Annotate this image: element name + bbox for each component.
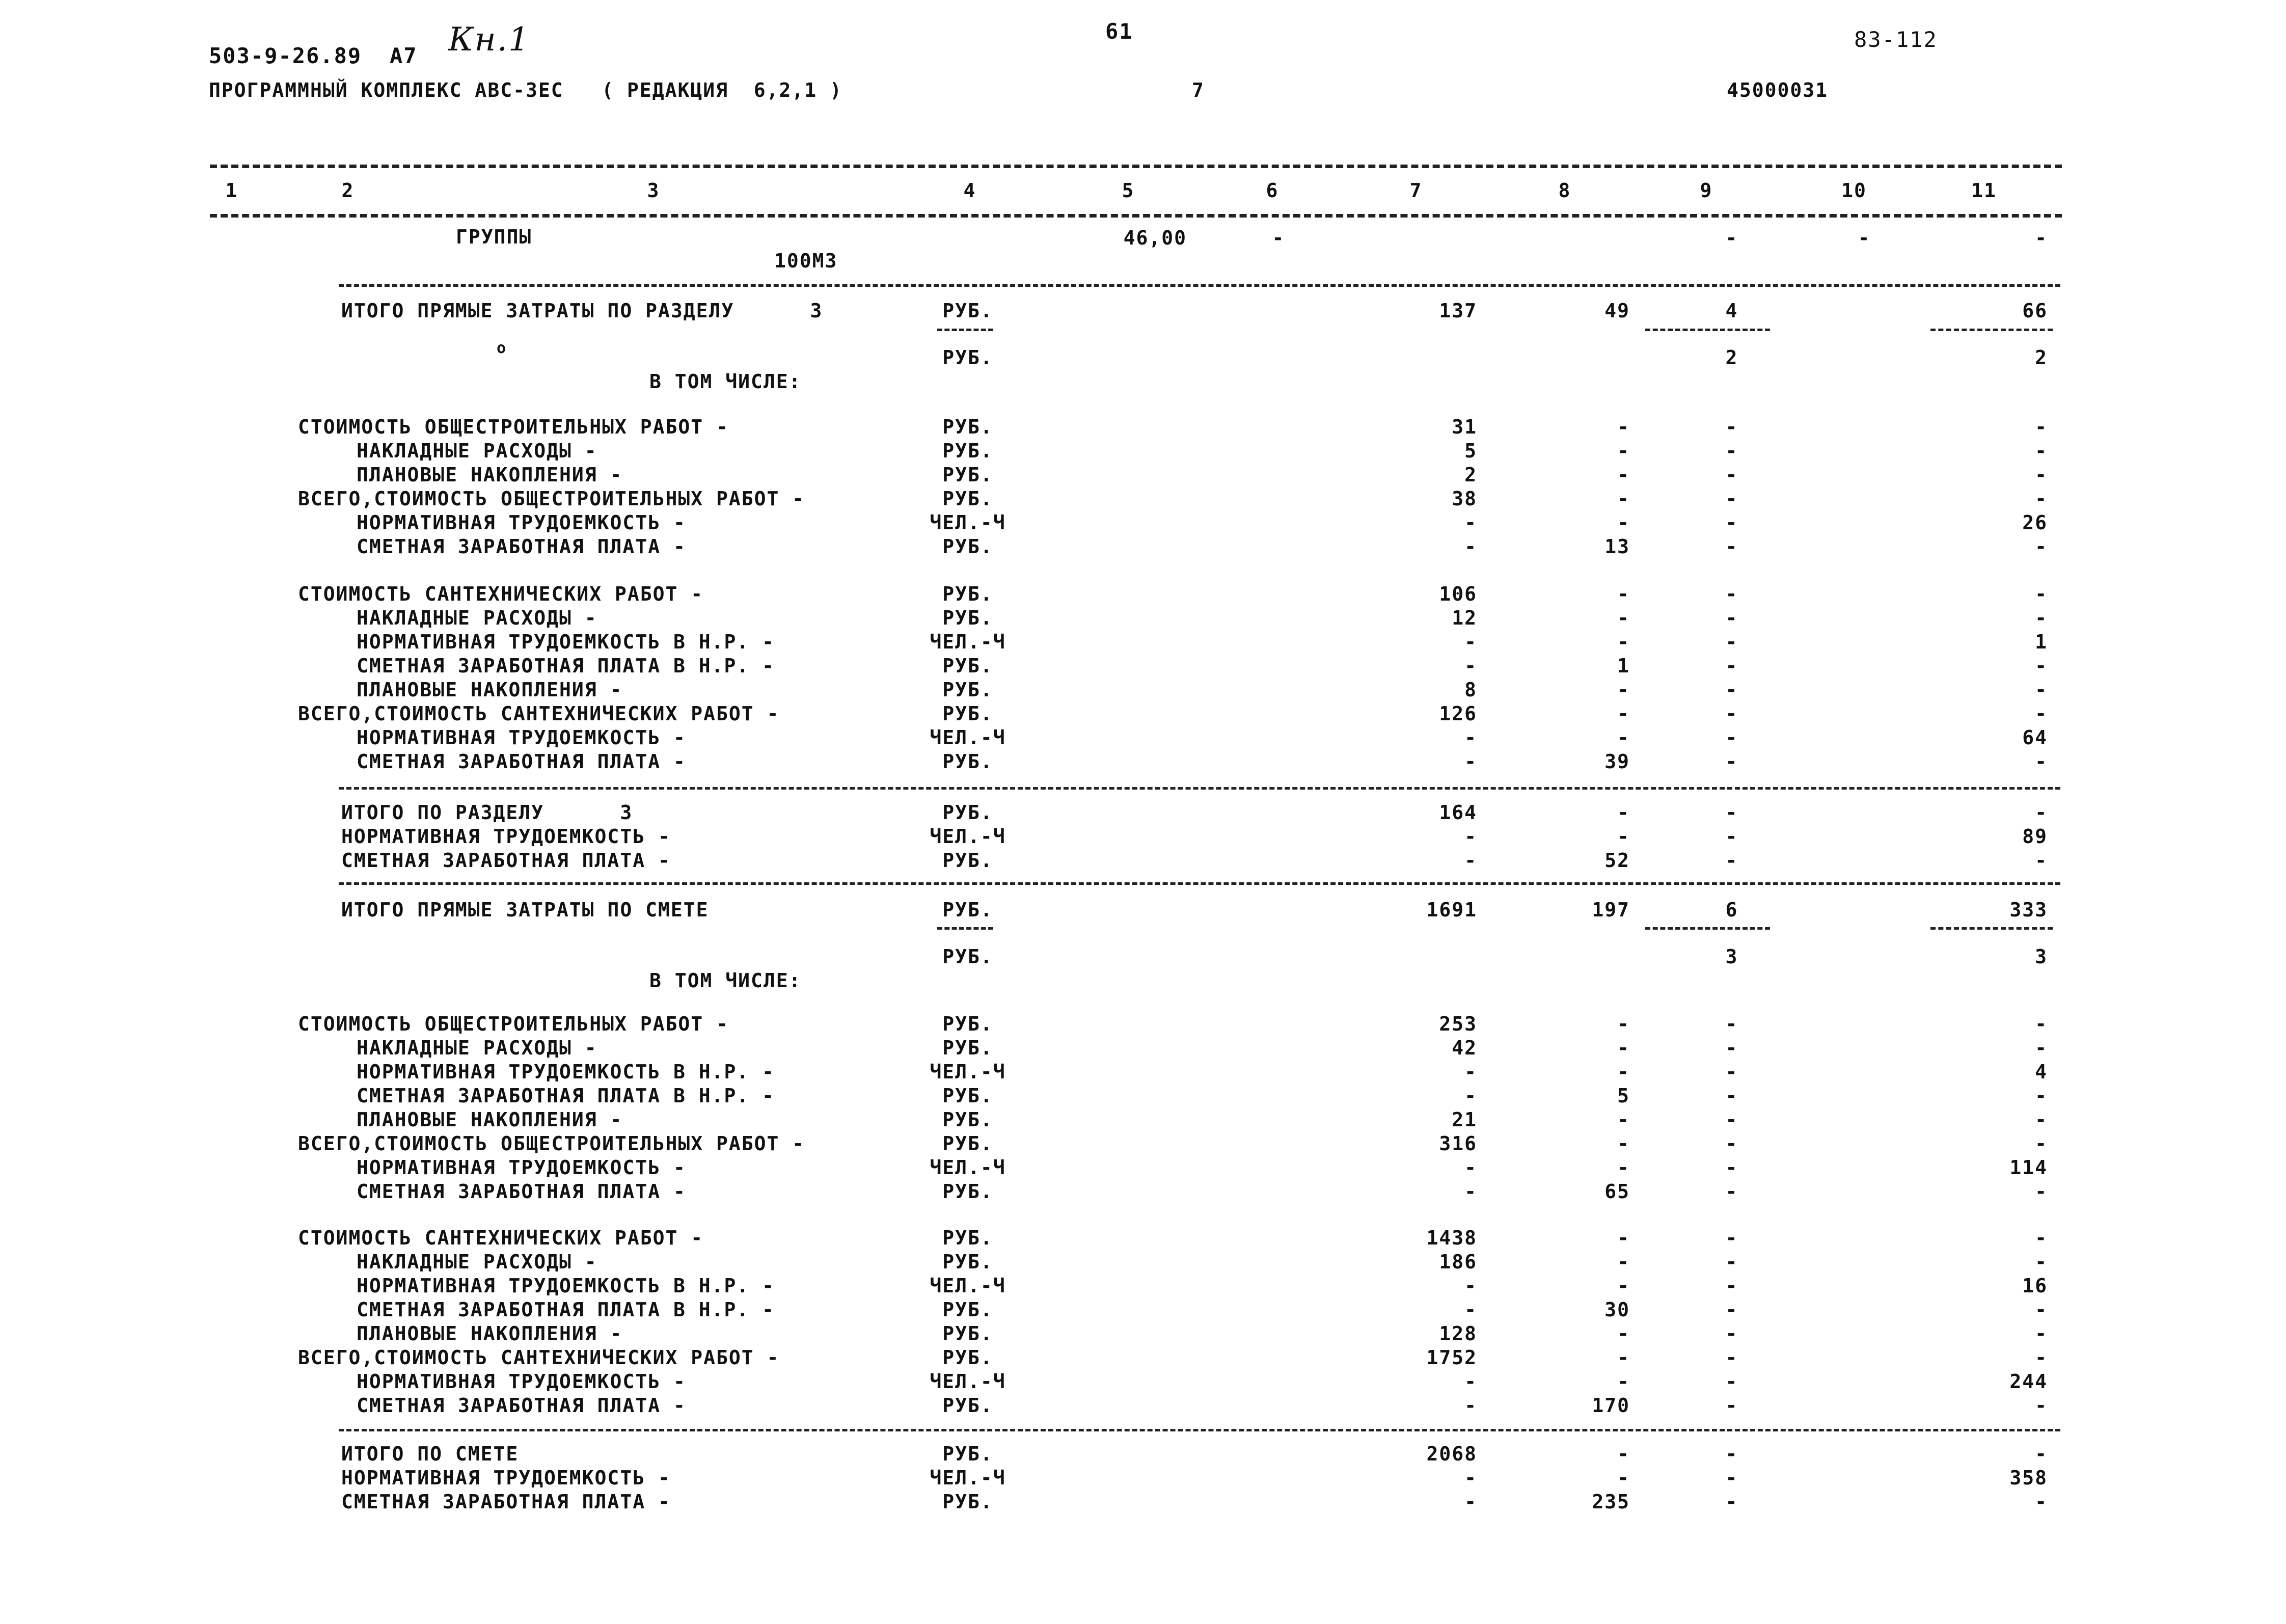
cell-col7: - — [1464, 1394, 1477, 1417]
cell-col8: - — [1617, 1275, 1630, 1297]
cell-col9: - — [1725, 1322, 1738, 1345]
column-header-2: 2 — [341, 179, 355, 202]
column-header-10: 10 — [1841, 179, 1867, 202]
separator — [339, 882, 2060, 885]
cell-col9: - — [1725, 1443, 1738, 1465]
separator — [937, 927, 993, 930]
cell-col8: - — [1617, 488, 1630, 510]
row-label: ИТОГО ПО РАЗДЕЛУ 3 — [341, 801, 633, 824]
cell-col7: - — [1464, 1370, 1477, 1393]
cell-col9: - — [1725, 801, 1738, 824]
cell-col11: - — [2035, 1346, 2048, 1369]
cell-col9: - — [1725, 440, 1738, 462]
row-unit: ЧЕЛ.-Ч — [930, 1061, 1006, 1083]
cell-col7: - — [1464, 849, 1477, 872]
cell-col8: - — [1617, 1370, 1630, 1393]
column-header-5: 5 — [1122, 179, 1135, 202]
row-label: НОРМАТИВНАЯ ТРУДОЕМКОСТЬ - — [341, 1467, 671, 1489]
row-unit: РУБ. — [942, 535, 993, 558]
row-label: НОРМАТИВНАЯ ТРУДОЕМКОСТЬ - — [357, 1370, 686, 1393]
row-unit: РУБ. — [942, 1298, 993, 1321]
cell-col7: - — [1464, 1275, 1477, 1297]
document-ref: 83-112 — [1854, 27, 1938, 52]
row-unit: РУБ. — [942, 679, 993, 701]
cell-col7: 186 — [1439, 1251, 1477, 1273]
cell-col11: - — [2035, 849, 2048, 872]
cell-col8: - — [1617, 702, 1630, 725]
cell-col8: - — [1617, 440, 1630, 462]
cell-col8: - — [1617, 1443, 1630, 1465]
cell-col8: - — [1617, 511, 1630, 534]
cell-col11: 358 — [2009, 1467, 2048, 1489]
cell-col8: - — [1617, 1322, 1630, 1345]
cell-col8: 235 — [1592, 1491, 1630, 1513]
row-label: НАКЛАДНЫЕ РАСХОДЫ - — [357, 1251, 597, 1273]
cell-col7: - — [1464, 750, 1477, 773]
cell-col7: - — [1464, 1298, 1477, 1321]
cell-col7: 2068 — [1426, 1443, 1477, 1465]
cell-col7: - — [1464, 726, 1477, 749]
row-unit: РУБ. — [942, 300, 993, 322]
row-label: ПЛАНОВЫЕ НАКОПЛЕНИЯ - — [357, 464, 623, 486]
cell-col8: 49 — [1604, 300, 1630, 322]
cell-col7: 8 — [1464, 679, 1477, 701]
cell-col7: - — [1464, 1156, 1477, 1179]
cell-col8: 52 — [1604, 849, 1630, 872]
cell-col7: 316 — [1439, 1132, 1477, 1155]
cell-col7: 5 — [1464, 440, 1477, 462]
row-unit: РУБ. — [942, 945, 993, 968]
cell-col9: 2 — [1725, 346, 1738, 369]
cell-col9: - — [1725, 825, 1738, 848]
row-unit: РУБ. — [942, 655, 993, 677]
row-label: СМЕТНАЯ ЗАРАБОТНАЯ ПЛАТА - — [357, 750, 686, 773]
row-label: НАКЛАДНЫЕ РАСХОДЫ - — [357, 1037, 597, 1059]
row-unit: ЧЕЛ.-Ч — [930, 1370, 1006, 1393]
row-unit: ЧЕЛ.-Ч — [930, 825, 1006, 848]
separator — [1645, 927, 1770, 930]
cell-col11: - — [2035, 607, 2048, 629]
cell-col8: - — [1617, 631, 1630, 653]
row-unit: РУБ. — [942, 464, 993, 486]
cell-col9: - — [1725, 750, 1738, 773]
cell-col7: - — [1464, 655, 1477, 677]
cell-col7: - — [1464, 1491, 1477, 1513]
cell-col9: - — [1725, 1085, 1738, 1107]
row-label: ПЛАНОВЫЕ НАКОПЛЕНИЯ - — [357, 1108, 623, 1131]
row-label: ВСЕГО,СТОИМОСТЬ САНТЕХНИЧЕСКИХ РАБОТ - — [298, 702, 780, 725]
cell-col8: 30 — [1604, 1298, 1630, 1321]
row-unit: РУБ. — [942, 1227, 993, 1249]
cell-col9: 3 — [1725, 945, 1738, 968]
cell-col11: - — [2035, 1180, 2048, 1203]
row-unit: РУБ. — [942, 1037, 993, 1059]
table-header-rule — [210, 214, 2062, 218]
separator — [1930, 329, 2053, 331]
row-label: СТОИМОСТЬ САНТЕХНИЧЕСКИХ РАБОТ - — [298, 583, 704, 605]
cell-col9: - — [1725, 607, 1738, 629]
cell-col7: 31 — [1452, 416, 1477, 438]
program-page: 7 — [1192, 79, 1205, 101]
cell-col7: 253 — [1439, 1013, 1477, 1035]
row-label: СТОИМОСТЬ ОБЩЕСТРОИТЕЛЬНЫХ РАБОТ - — [298, 1013, 729, 1035]
cell-col7: 1438 — [1426, 1227, 1477, 1249]
cell-col7: 38 — [1452, 488, 1477, 510]
cell-col11: - — [2035, 1227, 2048, 1249]
cell-col9: - — [1725, 631, 1738, 653]
row-label: СМЕТНАЯ ЗАРАБОТНАЯ ПЛАТА - — [357, 535, 686, 558]
cell-col9: - — [1725, 511, 1738, 534]
cell-col8: - — [1617, 583, 1630, 605]
row-label: СМЕТНАЯ ЗАРАБОТНАЯ ПЛАТА - — [357, 1394, 686, 1417]
separator — [937, 329, 993, 331]
document-code: 503-9-26.89 — [209, 43, 362, 68]
cell-col11: 16 — [2022, 1275, 2048, 1297]
row-label: СМЕТНАЯ ЗАРАБОТНАЯ ПЛАТА В Н.Р. - — [357, 655, 775, 677]
column-header-9: 9 — [1700, 179, 1713, 202]
separator — [339, 284, 2060, 287]
group-label: ГРУППЫ — [456, 226, 532, 248]
cell-col11: 66 — [2022, 300, 2048, 322]
row-label: НАКЛАДНЫЕ РАСХОДЫ - — [357, 607, 597, 629]
cell-col8: - — [1617, 1108, 1630, 1131]
cell-col11: 1 — [2035, 631, 2048, 653]
cell-col8: - — [1617, 416, 1630, 438]
table-top-rule — [210, 165, 2062, 168]
cell-col7: 21 — [1452, 1108, 1477, 1131]
row-unit: ЧЕЛ.-Ч — [930, 1156, 1006, 1179]
row-label: НАКЛАДНЫЕ РАСХОДЫ - — [357, 440, 597, 462]
cell-col11: 114 — [2009, 1156, 2048, 1179]
row-unit: РУБ. — [942, 1013, 993, 1035]
program-title: ПРОГРАММНЫЙ КОМПЛЕКС АВС-ЗЕС ( РЕДАКЦИЯ 6,2,1 ) — [209, 79, 842, 101]
cell-col9: - — [1725, 535, 1738, 558]
row-label: СТОИМОСТЬ САНТЕХНИЧЕСКИХ РАБОТ - — [298, 1227, 704, 1249]
cell-col7: 164 — [1439, 801, 1477, 824]
cell-col9: - — [1725, 679, 1738, 701]
cell-col11: - — [2035, 1108, 2048, 1131]
row-label: СМЕТНАЯ ЗАРАБОТНАЯ ПЛАТА - — [357, 1180, 686, 1203]
cell-col9: - — [1725, 464, 1738, 486]
program-id: 45000031 — [1727, 79, 1829, 101]
cell-col9: - — [1725, 1394, 1738, 1417]
cell-col11: 64 — [2022, 726, 2048, 749]
cell-col8: - — [1617, 1467, 1630, 1489]
cell-col9: - — [1725, 1467, 1738, 1489]
cell-col11: - — [2035, 1443, 2048, 1465]
cell-col9: - — [1725, 726, 1738, 749]
row-unit: РУБ. — [942, 1346, 993, 1369]
cell-col8: - — [1617, 1037, 1630, 1059]
row-label: СТОИМОСТЬ ОБЩЕСТРОИТЕЛЬНЫХ РАБОТ - — [298, 416, 729, 438]
row-label: СМЕТНАЯ ЗАРАБОТНАЯ ПЛАТА - — [341, 1491, 671, 1513]
cell-col8: 1 — [1617, 655, 1630, 677]
cell-col7: 128 — [1439, 1322, 1477, 1345]
cell-col9: - — [1725, 849, 1738, 872]
cell-col8: 197 — [1592, 899, 1630, 921]
cell-col9: - — [1725, 1275, 1738, 1297]
cell-col11: - — [2035, 1085, 2048, 1107]
cell-col7: 126 — [1439, 702, 1477, 725]
cell-col9: - — [1725, 488, 1738, 510]
cell-col8: 170 — [1592, 1394, 1630, 1417]
row-unit: РУБ. — [942, 1132, 993, 1155]
group-unit: 100М3 — [774, 250, 838, 272]
cell-col8: - — [1617, 679, 1630, 701]
row-unit: РУБ. — [942, 607, 993, 629]
cell-col11: 26 — [2022, 511, 2048, 534]
row-label: НОРМАТИВНАЯ ТРУДОЕМКОСТЬ В Н.Р. - — [357, 1061, 775, 1083]
row-label: СМЕТНАЯ ЗАРАБОТНАЯ ПЛАТА - — [341, 849, 671, 872]
cell-col11: - — [2035, 801, 2048, 824]
cell-col7: - — [1464, 1061, 1477, 1083]
handwritten-book-note: Кн.1 — [448, 21, 530, 59]
cell-col7: - — [1464, 1085, 1477, 1107]
row-unit: ЧЕЛ.-Ч — [930, 726, 1006, 749]
row-unit: РУБ. — [942, 1085, 993, 1107]
column-header-11: 11 — [1971, 179, 1997, 202]
row-label: ВСЕГО,СТОИМОСТЬ САНТЕХНИЧЕСКИХ РАБОТ - — [298, 1346, 780, 1369]
row-unit: РУБ. — [942, 346, 993, 369]
cell-col7: 106 — [1439, 583, 1477, 605]
cell-col7: - — [1464, 511, 1477, 534]
row-label: НОРМАТИВНАЯ ТРУДОЕМКОСТЬ В Н.Р. - — [357, 1275, 775, 1297]
cell-col9: - — [1725, 1227, 1738, 1249]
row-unit: РУБ. — [942, 1491, 993, 1513]
cell-col9: - — [1725, 1156, 1738, 1179]
album-label: А7 — [390, 43, 418, 68]
cell-col11: - — [2035, 1251, 2048, 1273]
cell-col7: 42 — [1452, 1037, 1477, 1059]
cell-col11: - — [2035, 488, 2048, 510]
row-unit: РУБ. — [942, 583, 993, 605]
cell-col11: - — [2035, 679, 2048, 701]
cell-col9: 4 — [1725, 300, 1738, 322]
cell-col7: - — [1464, 825, 1477, 848]
column-header-1: 1 — [225, 179, 238, 202]
row-label: НОРМАТИВНАЯ ТРУДОЕМКОСТЬ - — [341, 825, 671, 848]
cell-col8: - — [1617, 801, 1630, 824]
row-label: НОРМАТИВНАЯ ТРУДОЕМКОСТЬ - — [357, 511, 686, 534]
cell-col11: - — [2035, 1037, 2048, 1059]
cell-col11: - — [2035, 702, 2048, 725]
cell-col11: - — [2035, 440, 2048, 462]
row-label: СМЕТНАЯ ЗАРАБОТНАЯ ПЛАТА В Н.Р. - — [357, 1085, 775, 1107]
cell-col9: - — [1725, 1251, 1738, 1273]
cell-col9: - — [1725, 1180, 1738, 1203]
cell-col8: 13 — [1604, 535, 1630, 558]
separator — [1645, 329, 1770, 331]
row-label: СМЕТНАЯ ЗАРАБОТНАЯ ПЛАТА В Н.Р. - — [357, 1298, 775, 1321]
cell-col9: - — [1725, 655, 1738, 677]
cell-col9: - — [1725, 1132, 1738, 1155]
cell-col11: - — [2035, 583, 2048, 605]
row-unit: РУБ. — [942, 1180, 993, 1203]
cell-col8: - — [1617, 1156, 1630, 1179]
column-header-7: 7 — [1409, 179, 1423, 202]
cell-col11: 244 — [2009, 1370, 2048, 1393]
group-col5: 46,00 — [1123, 227, 1187, 249]
cell-col8: - — [1617, 464, 1630, 486]
cell-col8: - — [1617, 1132, 1630, 1155]
cell-col7: 1691 — [1426, 899, 1477, 921]
row-unit: РУБ. — [942, 1108, 993, 1131]
separator — [339, 1429, 2060, 1431]
cell-col7: - — [1464, 535, 1477, 558]
cell-col8: 39 — [1604, 750, 1630, 773]
cell-col9: - — [1725, 1061, 1738, 1083]
cell-col9: - — [1725, 702, 1738, 725]
row-label: ИТОГО ПРЯМЫЕ ЗАТРАТЫ ПО СМЕТЕ — [341, 899, 709, 921]
cell-col11: - — [2035, 1132, 2048, 1155]
separator — [1930, 927, 2053, 930]
cell-col9: - — [1725, 1298, 1738, 1321]
row-unit: РУБ. — [942, 1443, 993, 1465]
cell-col11: 3 — [2035, 945, 2048, 968]
cell-col11: 4 — [2035, 1061, 2048, 1083]
cell-col8: - — [1617, 726, 1630, 749]
row-unit: РУБ. — [942, 849, 993, 872]
row-unit: РУБ. — [942, 1322, 993, 1345]
row-unit: ЧЕЛ.-Ч — [930, 631, 1006, 653]
group-col6: - — [1272, 227, 1285, 249]
cell-col11: - — [2035, 535, 2048, 558]
row-label: ВСЕГО,СТОИМОСТЬ ОБЩЕСТРОИТЕЛЬНЫХ РАБОТ - — [298, 488, 805, 510]
cell-col11: 2 — [2035, 346, 2048, 369]
stray-mark: о — [497, 339, 507, 357]
cell-col7: - — [1464, 1467, 1477, 1489]
row-unit: РУБ. — [942, 899, 993, 921]
row-label: ВСЕГО,СТОИМОСТЬ ОБЩЕСТРОИТЕЛЬНЫХ РАБОТ - — [298, 1132, 805, 1155]
cell-col11: - — [2035, 1322, 2048, 1345]
row-unit: РУБ. — [942, 440, 993, 462]
row-label: В ТОМ ЧИСЛЕ: — [649, 370, 802, 393]
cell-col11: - — [2035, 1491, 2048, 1513]
cell-col8: - — [1617, 1061, 1630, 1083]
cell-col8: 5 — [1617, 1085, 1630, 1107]
cell-col9: - — [1725, 1491, 1738, 1513]
row-unit: РУБ. — [942, 702, 993, 725]
column-header-8: 8 — [1558, 179, 1571, 202]
cell-col11: 89 — [2022, 825, 2048, 848]
cell-col11: - — [2035, 1298, 2048, 1321]
row-unit: РУБ. — [942, 801, 993, 824]
row-label: ИТОГО ПРЯМЫЕ ЗАТРАТЫ ПО РАЗДЕЛУ 3 — [341, 300, 823, 322]
cell-col9: - — [1725, 1108, 1738, 1131]
row-label: ИТОГО ПО СМЕТЕ — [341, 1443, 519, 1465]
cell-col9: - — [1725, 416, 1738, 438]
row-label: ПЛАНОВЫЕ НАКОПЛЕНИЯ - — [357, 1322, 623, 1345]
cell-col7: 2 — [1464, 464, 1477, 486]
cell-col11: - — [2035, 750, 2048, 773]
group-col9: - — [1725, 227, 1738, 249]
row-unit: ЧЕЛ.-Ч — [930, 511, 1006, 534]
row-label: НОРМАТИВНАЯ ТРУДОЕМКОСТЬ В Н.Р. - — [357, 631, 775, 653]
cell-col7: 1752 — [1426, 1346, 1477, 1369]
column-header-6: 6 — [1266, 179, 1279, 202]
cell-col8: - — [1617, 1251, 1630, 1273]
cell-col11: - — [2035, 1394, 2048, 1417]
cell-col8: - — [1617, 1227, 1630, 1249]
cell-col11: 333 — [2009, 899, 2048, 921]
cell-col8: - — [1617, 607, 1630, 629]
row-unit: РУБ. — [942, 1394, 993, 1417]
separator — [339, 787, 2060, 790]
cell-col9: - — [1725, 1013, 1738, 1035]
cell-col7: - — [1464, 1180, 1477, 1203]
cell-col11: - — [2035, 464, 2048, 486]
cell-col7: 137 — [1439, 300, 1477, 322]
cell-col9: - — [1725, 583, 1738, 605]
cell-col9: - — [1725, 1037, 1738, 1059]
cell-col9: - — [1725, 1370, 1738, 1393]
row-unit: РУБ. — [942, 416, 993, 438]
cell-col11: - — [2035, 1013, 2048, 1035]
cell-col9: - — [1725, 1346, 1738, 1369]
cell-col8: - — [1617, 1013, 1630, 1035]
column-header-4: 4 — [963, 179, 976, 202]
cell-col8: - — [1617, 825, 1630, 848]
row-unit: РУБ. — [942, 750, 993, 773]
cell-col8: - — [1617, 1346, 1630, 1369]
column-header-3: 3 — [647, 179, 660, 202]
row-unit: ЧЕЛ.-Ч — [930, 1467, 1006, 1489]
cell-col7: 12 — [1452, 607, 1477, 629]
row-unit: РУБ. — [942, 1251, 993, 1273]
row-unit: РУБ. — [942, 488, 993, 510]
cell-col11: - — [2035, 416, 2048, 438]
cell-col9: 6 — [1725, 899, 1738, 921]
group-col10: - — [1858, 227, 1871, 249]
row-label: В ТОМ ЧИСЛЕ: — [649, 969, 802, 992]
cell-col11: - — [2035, 655, 2048, 677]
cell-col8: 65 — [1604, 1180, 1630, 1203]
cell-col7: - — [1464, 631, 1477, 653]
row-label: НОРМАТИВНАЯ ТРУДОЕМКОСТЬ - — [357, 726, 686, 749]
page-number: 61 — [1105, 19, 1133, 44]
row-unit: ЧЕЛ.-Ч — [930, 1275, 1006, 1297]
row-label: ПЛАНОВЫЕ НАКОПЛЕНИЯ - — [357, 679, 623, 701]
row-label: НОРМАТИВНАЯ ТРУДОЕМКОСТЬ - — [357, 1156, 686, 1179]
group-col11: - — [2035, 227, 2048, 249]
